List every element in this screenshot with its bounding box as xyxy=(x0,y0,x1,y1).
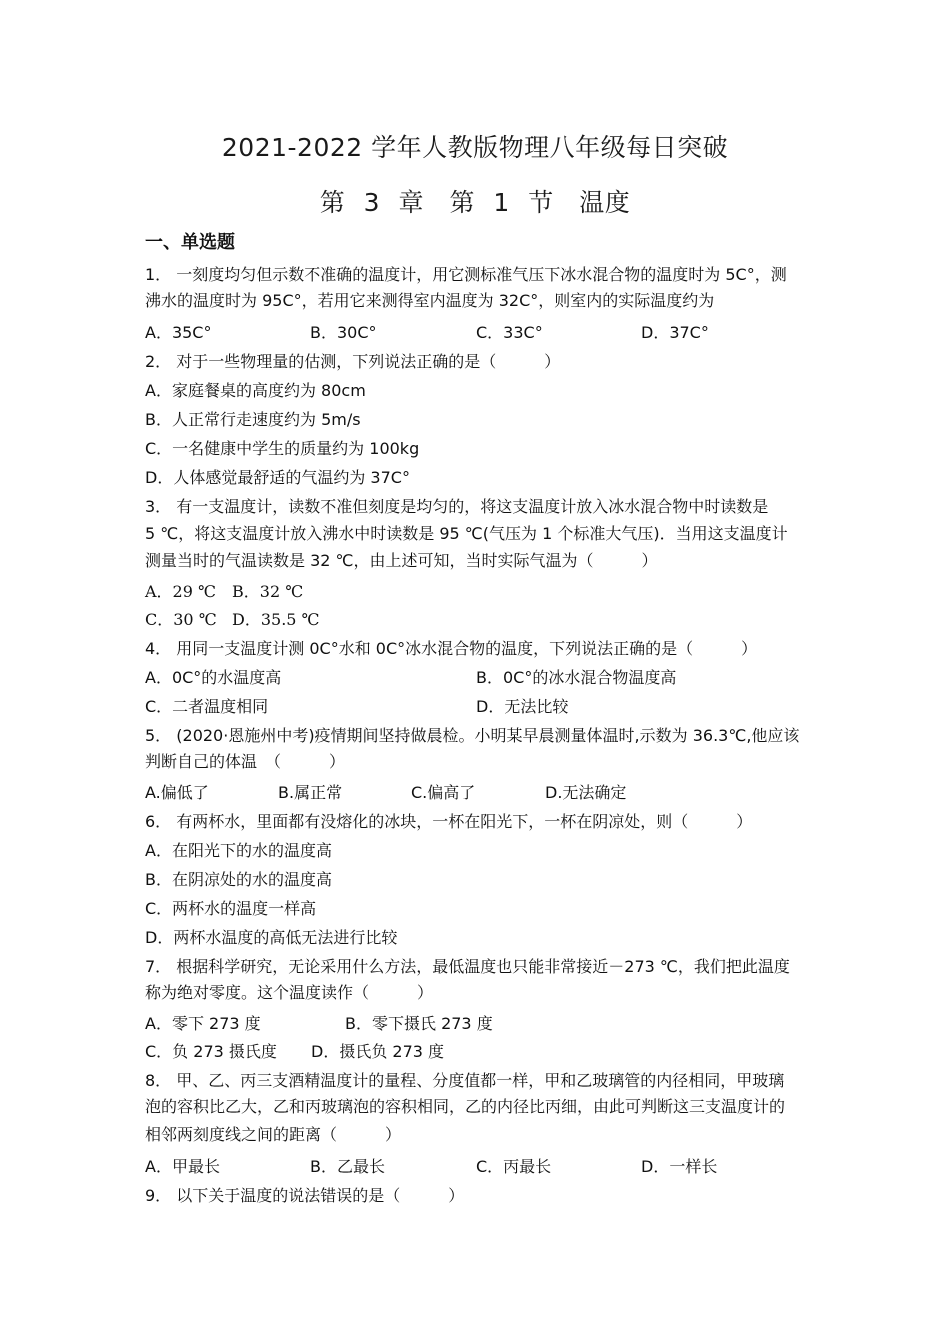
question-4-option-a: A．0C°的水温度高 xyxy=(145,668,282,687)
question-5-line-2: 判断自己的体温 （ ） xyxy=(145,752,346,771)
question-8-option-b: B．乙最长 xyxy=(310,1157,385,1176)
question-1-option-c: C．33C° xyxy=(476,323,543,342)
section-heading: 一、单选题 xyxy=(145,232,235,253)
question-7-line-2: 称为绝对零度。这个温度读作（ ） xyxy=(145,983,434,1002)
question-3-line-2: 5 ℃，将这支温度计放入沸水中时读数是 95 ℃(气压为 1 个标准大气压)．当用这支温度计 xyxy=(145,524,788,543)
question-8-line-3: 相邻两刻度线之间的距离（ ） xyxy=(145,1125,402,1144)
question-5-option-c: C.偏高了 xyxy=(411,783,476,802)
question-5-line-1: 5． (2020·恩施州中考)疫情期间坚持做晨检。小明某早晨测量体温时,示数为 36.3℃,他应该 xyxy=(145,726,800,745)
question-1-line-1: 1． 一刻度均匀但示数不准确的温度计，用它测标准气压下冰水混合物的温度时为 5C°，测 xyxy=(145,265,787,284)
question-8-line-2: 泡的容积比乙大，乙和丙玻璃泡的容积相同，乙的内径比丙细，由此可判断这三支温度计的 xyxy=(145,1097,786,1116)
question-1-option-b: B．30C° xyxy=(310,323,377,342)
question-3-line-1: 3． 有一支温度计，读数不准但刻度是均匀的，将这支温度计放入冰水混合物中时读数是 xyxy=(145,497,769,516)
question-7-option-d: D．摄氏负 273 度 xyxy=(311,1042,445,1061)
question-2-option-b: B．人正常行走速度约为 5m/s xyxy=(145,410,361,429)
question-1-option-d: D．37C° xyxy=(641,323,709,342)
question-8-option-c: C．丙最长 xyxy=(476,1157,552,1176)
question-7-option-b: B．零下摄氏 273 度 xyxy=(345,1014,493,1033)
question-6-option-a: A．在阳光下的水的温度高 xyxy=(145,841,332,860)
question-8-option-a: A．甲最长 xyxy=(145,1157,220,1176)
question-6-line-1: 6． 有两杯水，里面都有没熔化的冰块，一杯在阳光下，一杯在阴凉处，则（ ） xyxy=(145,812,753,831)
question-4-line-1: 4． 用同一支温度计测 0C°水和 0C°冰水混合物的温度，下列说法正确的是（ ） xyxy=(145,639,758,658)
question-5-option-d: D.无法确定 xyxy=(545,783,627,802)
question-6-option-d: D．两杯水温度的高低无法进行比较 xyxy=(145,928,398,947)
question-7-line-1: 7． 根据科学研究，无论采用什么方法，最低温度也只能非常接近－273 ℃，我们把此温度 xyxy=(145,957,790,976)
question-2-option-a: A．家庭餐桌的高度约为 80cm xyxy=(145,381,366,400)
question-8-option-d: D．一样长 xyxy=(641,1157,718,1176)
question-2-option-c: C．一名健康中学生的质量约为 100kg xyxy=(145,439,420,458)
question-3-option-b: B．32 ℃ xyxy=(232,582,304,601)
question-8-line-1: 8． 甲、乙、丙三支酒精温度计的量程、分度值都一样，甲和乙玻璃管的内径相同，甲玻璃 xyxy=(145,1071,785,1090)
question-7-option-a: A．零下 273 度 xyxy=(145,1014,261,1033)
document-subtitle: 第 3 章 第 1 节 温度 xyxy=(319,188,631,217)
document-title: 2021-2022 学年人教版物理八年级每日突破 xyxy=(221,133,729,162)
question-1-line-2: 沸水的温度时为 95C°，若用它来测得室内温度为 32C°，则室内的实际温度约为 xyxy=(145,291,715,310)
question-3-option-c: C．30 ℃ xyxy=(145,610,217,629)
question-4-option-d: D．无法比较 xyxy=(476,697,569,716)
question-2-option-d: D．人体感觉最舒适的气温约为 37C° xyxy=(145,468,410,487)
question-4-option-b: B．0C°的冰水混合物温度高 xyxy=(476,668,677,687)
question-7-option-c: C．负 273 摄氏度 xyxy=(145,1042,277,1061)
question-3-option-a: A．29 ℃ xyxy=(145,582,216,601)
question-3-option-d: D．35.5 ℃ xyxy=(232,610,320,629)
question-2-line-1: 2． 对于一些物理量的估测，下列说法正确的是（ ） xyxy=(145,352,561,371)
question-9-line-1: 9． 以下关于温度的说法错误的是（ ） xyxy=(145,1186,465,1205)
question-6-option-b: B．在阴凉处的水的温度高 xyxy=(145,870,332,889)
question-4-option-c: C．二者温度相同 xyxy=(145,697,269,716)
question-6-option-c: C．两杯水的温度一样高 xyxy=(145,899,317,918)
question-5-option-b: B.属正常 xyxy=(278,783,343,802)
question-3-line-3: 测量当时的气温读数是 32 ℃，由上述可知，当时实际气温为（ ） xyxy=(145,551,658,570)
question-1-option-a: A．35C° xyxy=(145,323,212,342)
question-5-option-a: A.偏低了 xyxy=(145,783,209,802)
